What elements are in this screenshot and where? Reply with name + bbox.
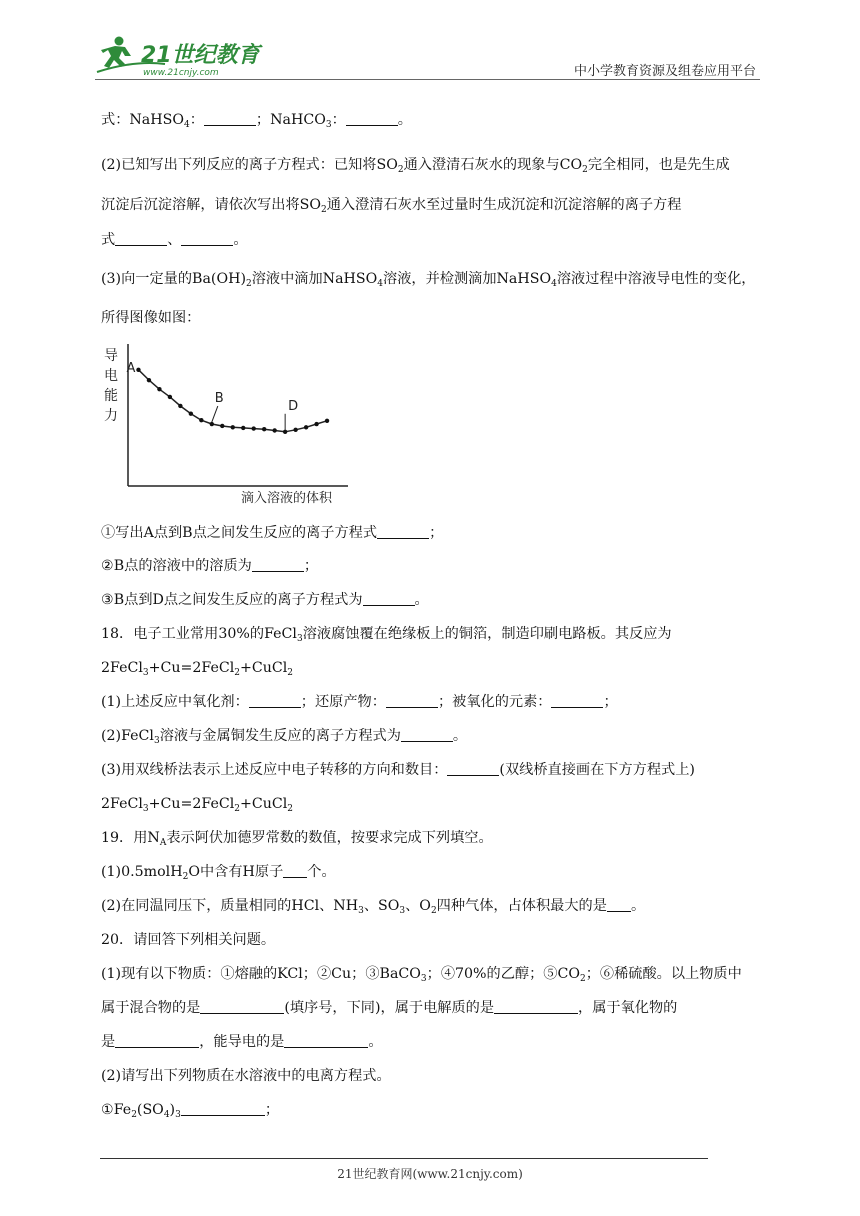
- data-point: [293, 428, 297, 432]
- answer-blank[interactable]: [115, 231, 167, 246]
- answer-blank[interactable]: [181, 1101, 265, 1116]
- data-points: [136, 368, 329, 434]
- logo-url: www.21cnjy.com: [143, 68, 219, 78]
- data-point: [231, 425, 235, 429]
- answer-blank[interactable]: [283, 863, 307, 878]
- answer-blank[interactable]: [607, 897, 631, 912]
- platform-name: 中小学教育资源及组卷应用平台: [573, 64, 756, 79]
- point-label-a: A: [126, 360, 136, 376]
- label-leader-line: [212, 406, 218, 422]
- text-line: (3)用双线桥法表示上述反应中电子转移的方向和数目： (双线桥直接画在下方方程式上): [101, 762, 695, 778]
- data-point: [314, 422, 318, 426]
- answer-blank[interactable]: [377, 524, 429, 539]
- answer-blank[interactable]: [346, 111, 398, 126]
- data-point: [168, 395, 172, 399]
- data-point: [199, 418, 203, 422]
- text-line: 2FeCl$_3$+Cu=2FeCl$_2$+CuCl$_2$: [101, 796, 294, 814]
- data-point: [283, 430, 287, 434]
- text-line: (2)已知写出下列反应的离子方程式：已知将$SO_2$通入澄清石灰水的现象与$CO_2$完全相同，也是先生成: [101, 157, 730, 175]
- text-line: 18．电子工业常用30%的FeCl$_3$溶液腐蚀覆在绝缘板上的铜箔，制造印刷电路板。其反应为: [101, 626, 672, 644]
- answer-blank[interactable]: [386, 693, 438, 708]
- text-line: 沉淀后沉淀溶解，请依次写出将$SO_2$通入澄清石灰水至过量时生成沉淀和沉淀溶解的离子方程: [101, 197, 682, 215]
- text-line: ②B点的溶液中的溶质为 ；: [101, 558, 319, 574]
- text-line: $①Fe_2(SO_4)_3$ ；: [101, 1102, 280, 1120]
- data-point: [136, 368, 140, 372]
- answer-blank[interactable]: [115, 1033, 199, 1048]
- answer-blank[interactable]: [204, 111, 256, 126]
- data-point: [189, 412, 193, 416]
- text-line: (2)在同温同压下，质量相同的HCl、$NH_3$、$SO_3$、$O_2$四种气体，占体积最大的是 。: [101, 898, 646, 916]
- y-axis-label-char: 导: [104, 348, 118, 364]
- data-point: [304, 425, 308, 429]
- data-point: [272, 428, 276, 432]
- text-line: 2FeCl$_3$+Cu=2FeCl$_2$+CuCl$_2$: [101, 660, 294, 678]
- text-line: 属于混合物的是 (填序号，下同)，属于电解质的是 ，属于氧化物的: [101, 1000, 678, 1016]
- footer-divider: [100, 1158, 708, 1159]
- conductivity-chart: [96, 334, 362, 512]
- y-axis-label-char: 电: [104, 368, 118, 384]
- page-header: [95, 30, 760, 80]
- text-line: ③B点到D点之间发生反应的离子方程式为 。: [101, 592, 429, 608]
- logo-text: 21世纪教育: [141, 43, 260, 68]
- text-line: (1)0.5molH$_2$O中含有H原子 个。: [101, 864, 336, 882]
- y-axis-label-char: 力: [104, 408, 118, 424]
- point-label-b: B: [214, 391, 224, 407]
- text-line: 式 、 。: [101, 232, 248, 248]
- text-line: 19．用$N_A$表示阿伏加德罗常数的数值，按要求完成下列填空。: [101, 830, 493, 848]
- answer-blank[interactable]: [551, 693, 603, 708]
- text-line: 20．请回答下列相关问题。: [101, 932, 276, 948]
- answer-blank[interactable]: [401, 727, 453, 742]
- x-axis-label: 滴入溶液的体积: [241, 491, 333, 506]
- text-line: (1)上述反应中氧化剂： ；还原产物： ；被氧化的元素： ；: [101, 694, 618, 710]
- data-point: [147, 378, 151, 382]
- data-point: [157, 387, 161, 391]
- data-point: [252, 426, 256, 430]
- point-label-d: D: [288, 398, 299, 414]
- site-logo: [95, 34, 265, 78]
- data-point: [262, 427, 266, 431]
- answer-blank[interactable]: [181, 231, 233, 246]
- answer-blank[interactable]: [494, 999, 578, 1014]
- answer-blank[interactable]: [447, 761, 499, 776]
- text-line: 式：NaHSO$_4$： ；NaHCO$_3$： 。: [101, 112, 412, 130]
- footer-text: 21世纪教育网(www.21cnjy.com): [337, 1167, 523, 1181]
- data-point: [241, 426, 245, 430]
- answer-blank[interactable]: [363, 591, 415, 606]
- text-line: (1)现有以下物质：①熔融的KCl；②Cu；③BaCO$_3$；④70%的乙醇；$⑤CO_2$；⑥稀硫酸。以上物质中: [101, 966, 742, 984]
- header-divider: [95, 79, 760, 80]
- answer-blank[interactable]: [249, 693, 301, 708]
- data-point: [220, 424, 224, 428]
- data-point: [178, 404, 182, 408]
- text-line: 所得图像如图：: [101, 310, 201, 326]
- answer-blank[interactable]: [252, 557, 304, 572]
- text-line: ①写出A点到B点之间发生反应的离子方程式 ；: [101, 525, 444, 541]
- data-point: [210, 422, 214, 426]
- y-axis-label: [104, 348, 118, 424]
- answer-blank[interactable]: [200, 999, 284, 1014]
- y-axis-label-char: 能: [104, 388, 118, 404]
- text-line: (3)向一定量的$Ba(OH)_2$溶液中滴加NaHSO$_4$溶液，并检测滴加NaHSO$_4$溶液过程中溶液导电性的变化，: [101, 271, 756, 289]
- text-line: (2)请写出下列物质在水溶液中的电离方程式。: [101, 1068, 391, 1084]
- text-line: (2)FeCl$_3$溶液与金属铜发生反应的离子方程式为 。: [101, 728, 468, 746]
- data-point: [325, 419, 329, 423]
- text-line: 是 ，能导电的是 。: [101, 1034, 383, 1050]
- point-labels: [126, 361, 298, 430]
- conductivity-curve: [139, 370, 328, 432]
- answer-blank[interactable]: [284, 1033, 368, 1048]
